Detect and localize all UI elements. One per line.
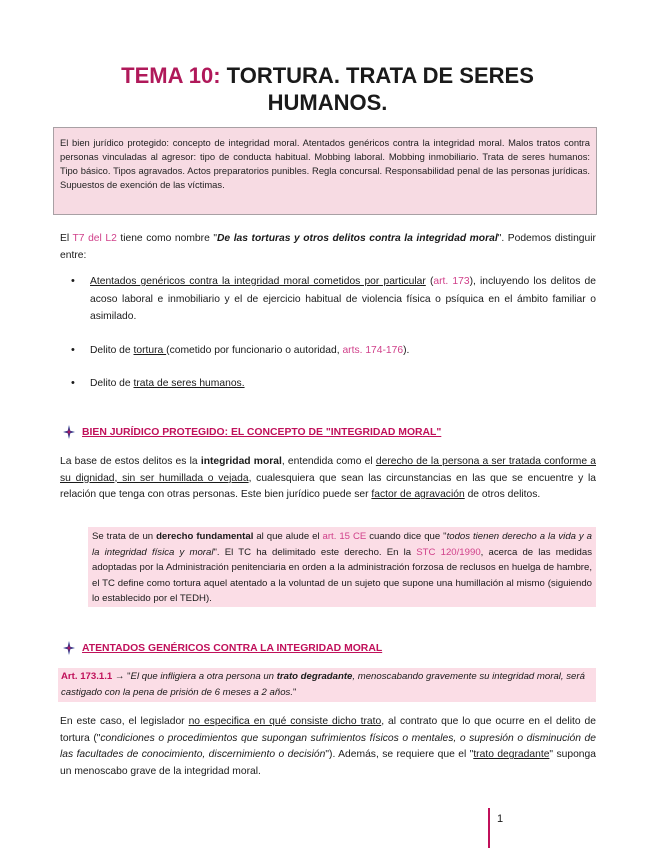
paragraph-text: La base de estos delitos es la <box>60 456 201 467</box>
list-item-text: ). <box>403 344 410 356</box>
title-name: De las torturas y otros delitos contra la integridad moral <box>217 233 498 244</box>
article-text: El que infligiera a otra persona un <box>130 671 277 682</box>
page-number-marker <box>488 808 510 848</box>
intro-reference: T7 del L2 <box>72 233 117 244</box>
integrity-paragraph <box>60 454 596 504</box>
section-heading-text: BIEN JURÍDICO PROTEGIDO: EL CONCEPTO DE "INTEGRIDAD MORAL" <box>82 427 442 438</box>
paragraph-text: factor de agravación <box>371 489 465 501</box>
list-item-text: Atentados genéricos contra la integridad moral cometidos por particular <box>90 276 426 287</box>
list-item-text: Delito de <box>90 378 134 389</box>
paragraph-text: "). Además, se requiere que el " <box>325 749 474 761</box>
note-text: Se trata de un <box>92 531 157 542</box>
article-text: " <box>293 687 297 698</box>
paragraph-text: " suponga un menoscabo grave de la integridad moral. <box>60 749 596 777</box>
intro-paragraph <box>60 231 596 264</box>
paragraph-text: En este caso, el legislador <box>60 716 189 727</box>
paragraph-text: , entendida como el <box>281 456 376 467</box>
title-number: TEMA 10: <box>121 63 221 88</box>
article-text: trato degradante <box>276 671 353 682</box>
article-text: , menoscabando gravemente su integridad moral, será castigado con la pena de prisión de 6 meses a 2 años. <box>61 671 585 698</box>
note-text: cuando dice que " <box>366 531 447 542</box>
list-item-text: ( <box>425 276 434 287</box>
article-reference: art. 173 <box>433 276 470 287</box>
paragraph-text: de otros delitos. <box>464 489 541 501</box>
title-text: TORTURA. TRATA DE SERES HUMANOS. <box>226 63 534 115</box>
article-reference: arts. 174-176 <box>342 344 404 356</box>
list-item-text: Delito de <box>90 344 134 356</box>
intro-text: tiene como nombre " <box>116 233 217 244</box>
paragraph-text: , cualesquiera que sean las circunstancias en las que se encuentre y la relación que tenga con otras personas. Este bien jurídico puede ser <box>60 472 596 501</box>
list-item-text: tortura <box>133 344 167 356</box>
sparkle-bullet-icon <box>62 640 76 656</box>
crime-list <box>60 273 596 393</box>
paragraph-text: condiciones o procedimientos que supongan sufrimientos físicos o mentales, o supresión o disminución de las facultades de conocimiento, discernimiento o decisión <box>60 732 596 761</box>
paragraph-text: derecho de la persona a ser tratada conforme a su dignidad, sin ser humillada o vejada <box>60 456 597 484</box>
section-heading-text: ATENTADOS GENÉRICOS CONTRA LA INTEGRIDAD MORAL <box>82 643 383 654</box>
section-heading <box>82 426 441 440</box>
note-text: todos tienen derecho a la vida y a la integridad física y moral <box>92 531 593 558</box>
bullet-icon: • <box>71 275 75 287</box>
note-text: , acerca de las medidas adoptadas por la Administración penitenciaria en orden a la administración forzosa de reclusos en huelga de hambre, el TC define como tortura aquel atentado a la voluntad de un sujeto que supone una humillación al mismo (siguiendo lo establecido por el TEDH). <box>92 546 592 605</box>
note-box <box>88 527 596 607</box>
paragraph-text: no especifica en qué consiste dicho trato <box>188 716 382 727</box>
list-item-text: trata de seres humanos. <box>133 378 245 389</box>
paragraph-text: trato degradante <box>473 749 550 761</box>
case-reference: STC 120/1990 <box>416 546 481 558</box>
page-title <box>60 62 595 116</box>
list-item-text: (cometido por funcionario o autoridad, <box>166 344 343 356</box>
page-number: 1 <box>497 813 504 825</box>
bullet-icon: • <box>71 343 75 356</box>
note-text: al que alude el <box>253 531 323 542</box>
intro-text: El <box>60 233 73 244</box>
list-item <box>60 273 596 326</box>
list-item-text: ), incluyendo los delitos de acoso laboral e inmobiliario y el de ejercicio habitual de violencia física o psíquica en el ámbito familiar o asimilado. <box>90 276 596 322</box>
list-item <box>60 375 596 393</box>
article-number: Art. 173.1.1 <box>61 671 113 682</box>
section-heading <box>82 642 382 656</box>
paragraph-text: integridad moral <box>200 456 282 467</box>
article-box <box>58 668 596 702</box>
note-text: ". El TC ha delimitado este derecho. En la <box>213 546 417 558</box>
bullet-icon: • <box>71 377 75 389</box>
note-text: derecho fundamental <box>156 531 254 542</box>
article-reference: art. 15 CE <box>322 531 367 542</box>
summary-box: El bien jurídico protegido: concepto de integridad moral. Atentados genéricos contra la integridad moral. Malos tratos contra personas vinculadas al agresor: tipo de conducta habitual. Mobbing laboral. Mobbing inmobiliario. Trata de seres humanos: Tipo básico. Tipos agravados. Actos preparatorios punibles. Regla concursal. Responsabilidad penal de las personas jurídicas. Supuestos de exención de las víctimas. <box>53 127 597 215</box>
sparkle-bullet-icon <box>62 424 76 440</box>
intro-text: ". Podemos distinguir entre: <box>60 233 596 261</box>
paragraph-text: , al contrato que lo que ocurre en el delito de tortura (" <box>60 716 596 744</box>
list-item <box>60 342 596 360</box>
degrading-treatment-paragraph <box>60 714 596 780</box>
article-text: → " <box>112 671 131 682</box>
